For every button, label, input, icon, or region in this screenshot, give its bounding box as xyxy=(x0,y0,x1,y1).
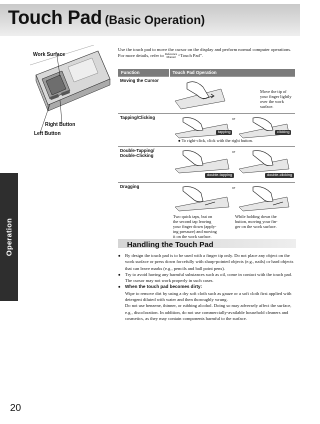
function-label xyxy=(118,182,169,243)
operation-cell xyxy=(169,76,295,113)
side-tab-label: Operation xyxy=(4,217,14,257)
right-click-note xyxy=(178,138,253,143)
label-left-button: Left Button xyxy=(34,131,61,137)
bullet-line: The cursor may not work properly in such cases. xyxy=(125,278,214,284)
intro-line-1: Use the touch pad to move the cursor on the display and perform normal computer operations. xyxy=(118,47,292,52)
drag-tap-description xyxy=(173,214,233,239)
bullet-line: Do not use benzene, thinner, or rubbing alcohol. Doing so may adversely affect the surface, xyxy=(125,303,292,309)
reference-manual-icon xyxy=(165,53,177,59)
function-label xyxy=(118,146,169,182)
list-item xyxy=(118,272,296,285)
description-line: While holding down the xyxy=(235,213,277,219)
table-header-function: Function xyxy=(118,69,169,76)
description-line: ger on the work surface. xyxy=(235,223,277,229)
bullet-line: Wipe to remove dirt by using a dry soft cloth such as gauze or a soft cloth first applied with xyxy=(125,290,292,296)
moving-cursor-description xyxy=(260,89,295,109)
double-tapping-badge: double-tapping xyxy=(207,172,233,177)
operation-cell xyxy=(169,113,295,146)
function-label-line: Moving the Cursor xyxy=(120,77,159,83)
intro-line-2-suffix: “Touch Pad”. xyxy=(178,53,203,59)
intro-line-2-prefix: For more details, refer to xyxy=(118,53,164,59)
table-row xyxy=(118,113,295,146)
description-line: Move the tip of your finger lightly xyxy=(260,88,292,99)
clicking-badge: clicking xyxy=(277,129,290,134)
description-line: To right-click, click with the right button. xyxy=(181,137,253,143)
title-main: Touch Pad xyxy=(8,8,102,29)
function-table xyxy=(118,69,295,243)
drag-click-description xyxy=(235,214,295,229)
handling-section-title: Handling the Touch Pad xyxy=(127,240,214,249)
bullet-line: detergent diluted with water and then thoroughly wrung. xyxy=(125,297,228,303)
label-right-button: Right Button xyxy=(45,122,76,128)
or-text: or xyxy=(232,116,236,121)
bullet-line: ● Try to avoid having any harmful substances such as oil, come in contact with the touch pad. xyxy=(125,271,293,277)
bullet-line: work surface or press down forcefully with sharp-pointed objects (e.g., nails) or hard objects xyxy=(125,259,294,265)
ref-bottom: Manual xyxy=(166,55,176,60)
bullet-icon: ● xyxy=(178,137,182,143)
description-line: your finger down (apply- xyxy=(173,223,217,229)
or-text: or xyxy=(232,149,236,154)
table-header-operation: Touch Pad Operation xyxy=(169,69,295,76)
operation-cell xyxy=(169,146,295,182)
label-work-surface: Work Surface xyxy=(33,52,66,58)
description-line: ing pressure) and moving xyxy=(173,228,217,234)
operation-cell xyxy=(169,182,295,243)
list-item xyxy=(118,253,296,272)
function-label-line: Double-Tapping/ xyxy=(120,147,155,153)
handling-bullet-list xyxy=(118,253,296,322)
bullet-line: that can leave marks (e.g., pencils and ball point pens). xyxy=(125,265,225,271)
function-label-line: Double-Clicking xyxy=(120,153,154,158)
double-clicking-badge: double-clicking xyxy=(267,172,293,177)
bullet-line: ● By design the touch pad is to be used with a finger tip only. Do not place any object on the xyxy=(125,253,290,258)
description-line: over the work surface. xyxy=(260,98,284,109)
function-label-line: Dragging xyxy=(120,183,140,189)
bullet-heading: ● When the touch pad becomes dirty: xyxy=(125,284,203,290)
page-number: 20 xyxy=(10,403,22,414)
bullet-line: e.g., discoloration. In addition, do not use commercially-available household cleaners and xyxy=(125,309,289,315)
function-label-line: Tapping/Clicking xyxy=(120,114,156,120)
bullet-line: cosmetics, as they may contain components harmful to the surface. xyxy=(125,315,247,321)
intro-line-2 xyxy=(118,53,296,59)
title-sub: (Basic Operation) xyxy=(104,13,205,27)
table-row xyxy=(118,146,295,182)
description-line: it on the work surface. xyxy=(173,233,212,239)
or-text: or xyxy=(232,185,236,190)
function-label xyxy=(118,113,169,146)
description-line: the second tap leaving xyxy=(173,218,212,224)
list-item xyxy=(118,284,296,322)
function-label xyxy=(118,76,169,113)
description-line: button, moving your fin- xyxy=(235,218,278,224)
intro-text xyxy=(118,47,296,60)
finger-move-illustration xyxy=(173,79,227,111)
table-row xyxy=(118,182,295,243)
ref-top: Reference xyxy=(164,52,178,57)
table-header-row xyxy=(118,69,295,76)
description-line: Two quick taps, but on xyxy=(173,213,213,219)
tapping-badge: tapping xyxy=(218,129,231,134)
table-row xyxy=(118,76,295,113)
